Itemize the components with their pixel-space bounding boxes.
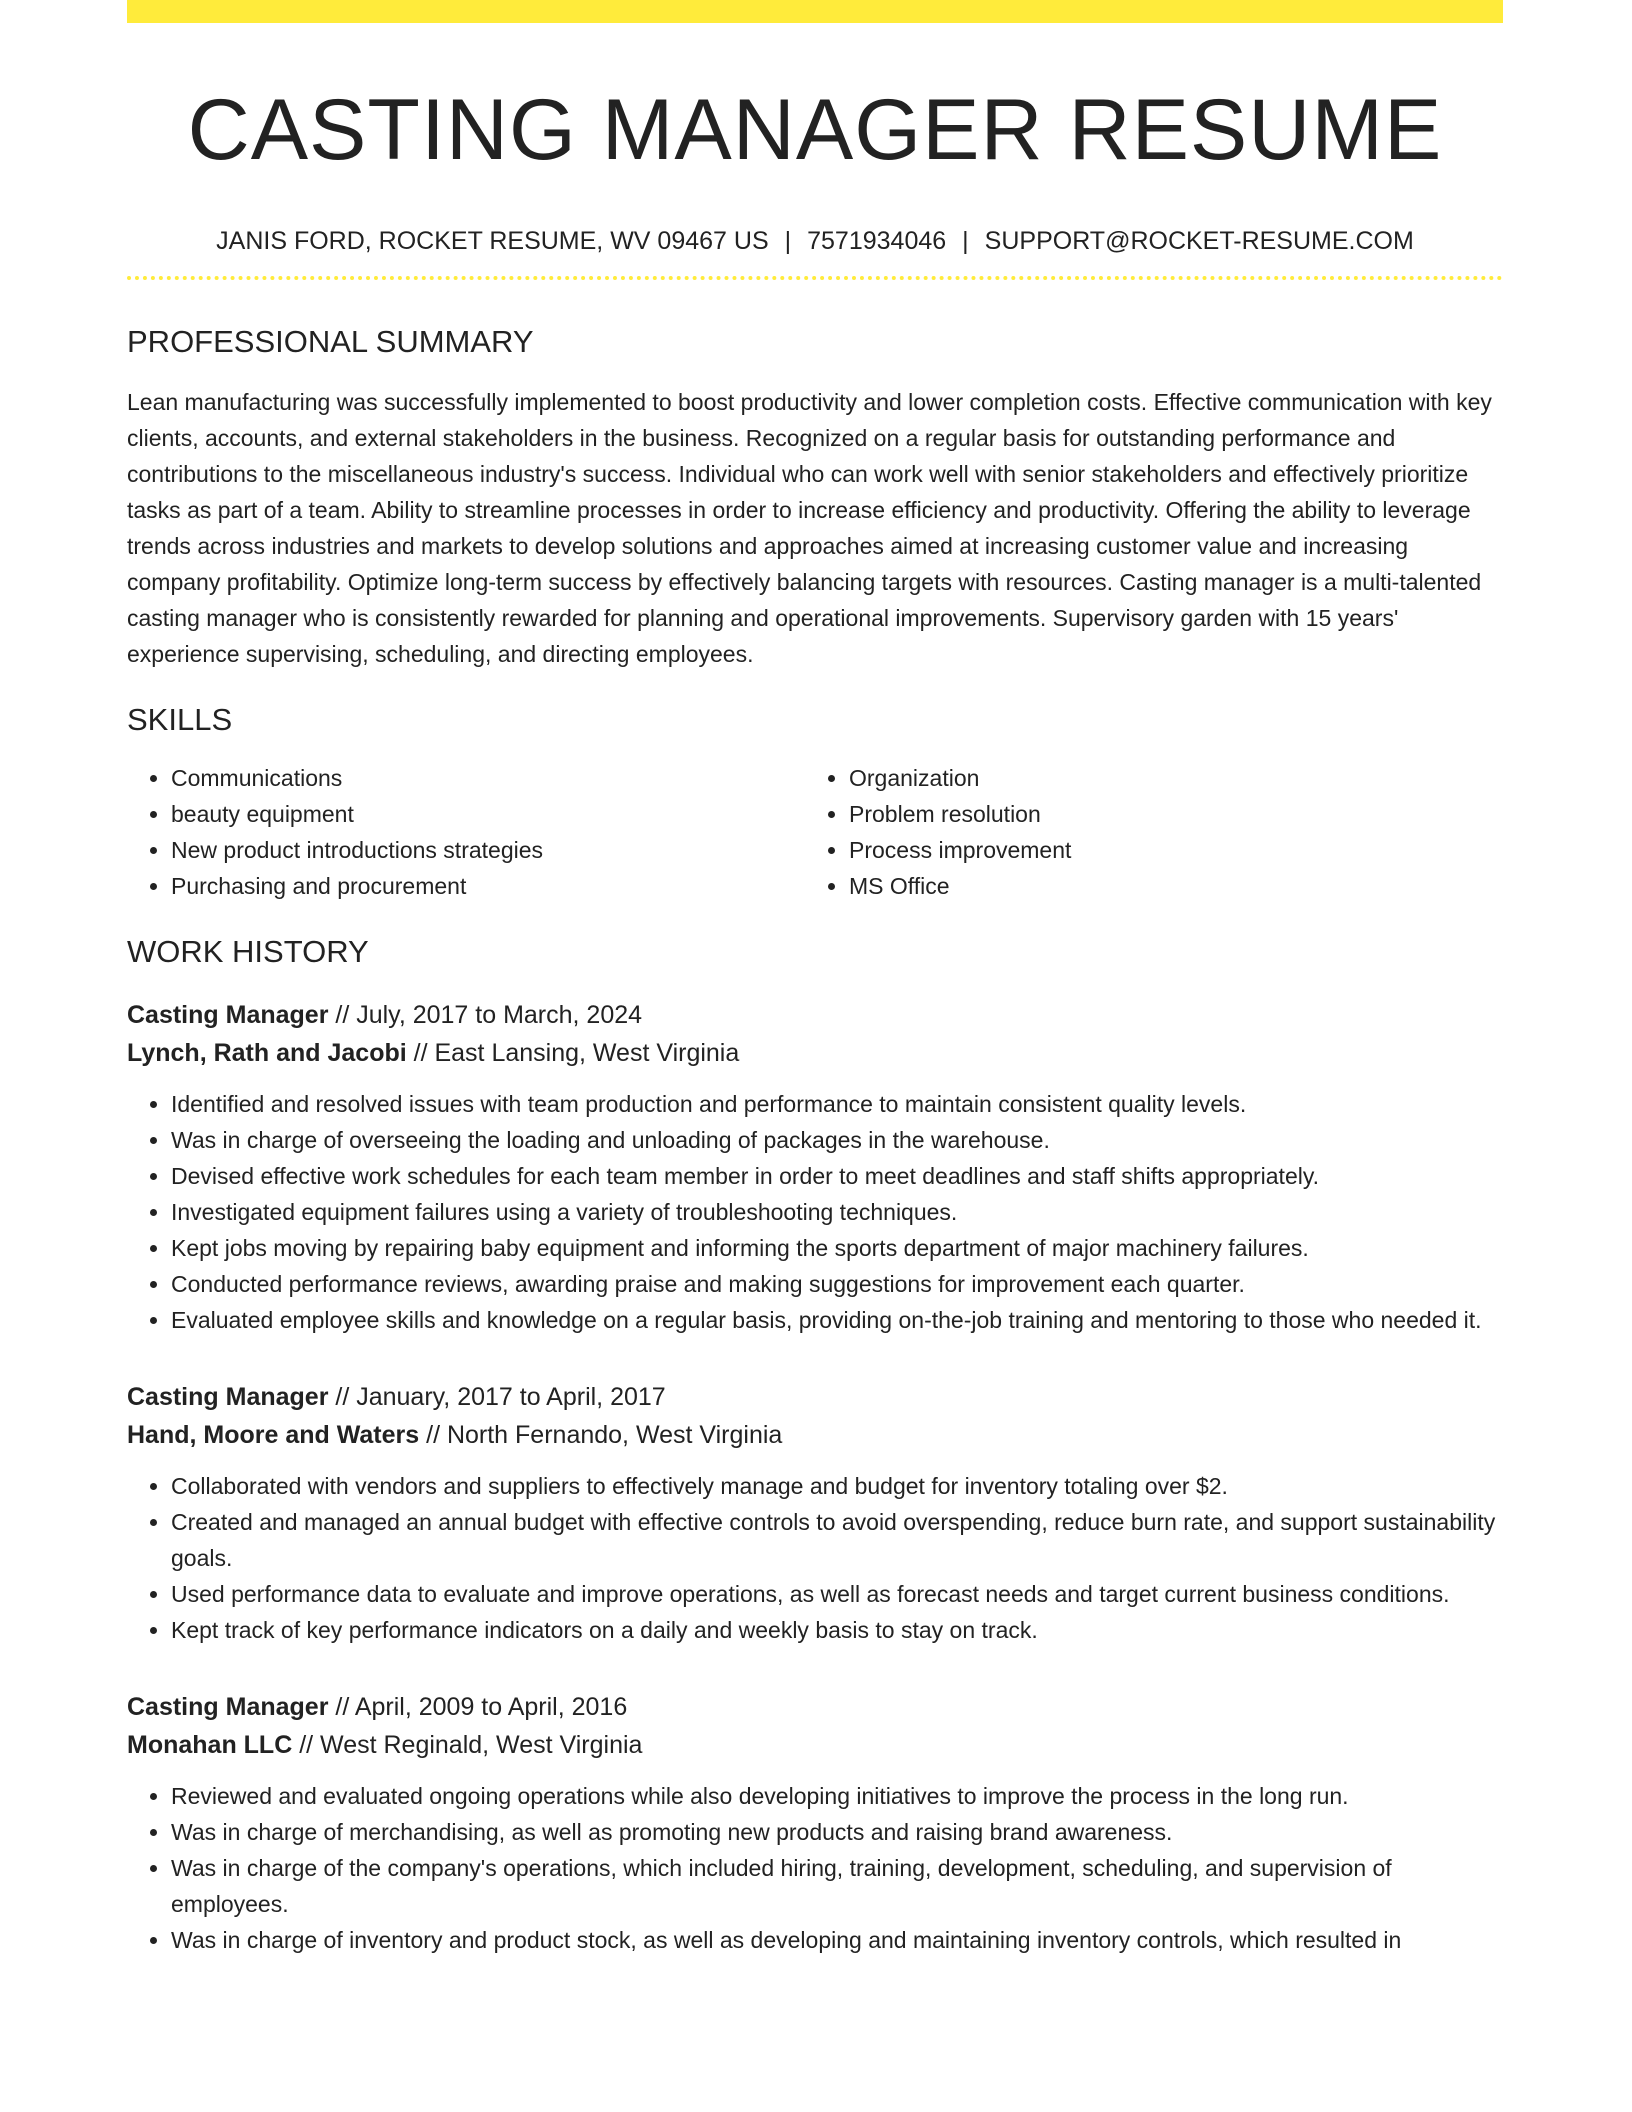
job-bullet: • Kept jobs moving by repairing baby equipment and informing the sports department of major machinery failures. [171, 1230, 1503, 1266]
job-bullet: • Devised effective work schedules for each team member in order to meet deadlines and staff shifts appropriately. [171, 1158, 1503, 1194]
skills-list-left [127, 760, 805, 904]
summary-heading: PROFESSIONAL SUMMARY [127, 324, 534, 359]
job-entry [127, 1378, 1503, 1648]
job-bullet: • Identified and resolved issues with team production and performance to maintain consistent quality levels. [171, 1086, 1503, 1122]
job-bullets [127, 1468, 1503, 1648]
job-location: // West Reginald, West Virginia [292, 1731, 643, 1759]
job-title-line [127, 1378, 1503, 1416]
job-company-line [127, 1726, 1503, 1764]
job-title-line [127, 1688, 1503, 1726]
job-location: // North Fernando, West Virginia [419, 1421, 783, 1449]
job-bullet: • Evaluated employee skills and knowledge on a regular basis, providing on-the-job training and mentoring to those who needed it. [171, 1302, 1503, 1338]
job-company-line [127, 1034, 1503, 1072]
job-bullet: • Conducted performance reviews, awarding praise and making suggestions for improvement each quarter. [171, 1266, 1503, 1302]
job-bullet: • Reviewed and evaluated ongoing operations while also developing initiatives to improve the process in the long run. [171, 1778, 1503, 1814]
job-title: Casting Manager [127, 1001, 329, 1029]
contact-separator: | [962, 227, 969, 255]
job-company: Monahan LLC [127, 1731, 293, 1759]
job-bullet: • Collaborated with vendors and suppliers to effectively manage and budget for inventory totaling over $2. [171, 1468, 1503, 1504]
resume-content [127, 0, 1503, 1958]
job-company-line [127, 1416, 1503, 1454]
job-bullet: • Investigated equipment failures using a variety of troubleshooting techniques. [171, 1194, 1503, 1230]
job-dates: // July, 2017 to March, 2024 [328, 1001, 643, 1029]
skills-heading: SKILLS [127, 702, 233, 737]
work-history-heading: WORK HISTORY [127, 934, 369, 969]
skill-item: • Communications [171, 760, 805, 796]
job-title: Casting Manager [127, 1383, 329, 1411]
skills-list-right [805, 760, 1483, 904]
job-bullet: • Kept track of key performance indicators on a daily and weekly basis to stay on track. [171, 1612, 1503, 1648]
skill-item: • MS Office [849, 868, 1483, 904]
skill-item: • Problem resolution [849, 796, 1483, 832]
job-entry [127, 996, 1503, 1338]
dotted-divider [127, 276, 1503, 280]
skill-item: • New product introductions strategies [171, 832, 805, 868]
contact-email: SUPPORT@ROCKET-RESUME.COM [984, 227, 1414, 255]
job-title-line [127, 996, 1503, 1034]
contact-line [127, 226, 1503, 256]
skills-columns [127, 760, 1503, 904]
contact-separator: | [784, 227, 792, 255]
skill-item: • Purchasing and procurement [171, 868, 805, 904]
skill-item: • Organization [849, 760, 1483, 796]
job-bullet: • Used performance data to evaluate and improve operations, as well as forecast needs and target current business conditions. [171, 1576, 1503, 1612]
job-dates: // January, 2017 to April, 2017 [328, 1383, 666, 1411]
contact-phone: 7571934046 [807, 227, 947, 255]
job-bullet: • Was in charge of overseeing the loading and unloading of packages in the warehouse. [171, 1122, 1503, 1158]
job-dates: // April, 2009 to April, 2016 [328, 1693, 628, 1721]
job-bullets [127, 1086, 1503, 1338]
job-bullet: • Was in charge of merchandising, as well as promoting new products and raising brand awareness. [171, 1814, 1503, 1850]
job-company: Lynch, Rath and Jacobi [127, 1039, 407, 1067]
summary-text: Lean manufacturing was successfully implemented to boost productivity and lower completion costs. Effective communication with key clients, accounts, and external stakeholders in the business. Recognized on a regular basis for outstanding performance and contributions to the miscellaneous industry's success. Individual who can work well with senior stakeholders and effectively prioritize tasks as part of a team. Ability to streamline processes in order to increase efficiency and productivity. Offering the ability to leverage trends across industries and markets to develop solutions and approaches aimed at increasing customer value and increasing company profitability. Optimize long-term success by effectively balancing targets with resources. Casting manager is a multi-talented casting manager who is consistently rewarded for planning and operational improvements. Supervisory garden with 15 years' experience supervising, scheduling, and directing employees. [127, 389, 1492, 667]
contact-address: JANIS FORD, ROCKET RESUME, WV 09467 US [216, 227, 769, 255]
job-company: Hand, Moore and Waters [127, 1421, 420, 1449]
skill-item: • Process improvement [849, 832, 1483, 868]
skill-item: • beauty equipment [171, 796, 805, 832]
job-bullet: • Was in charge of the company's operations, which included hiring, training, development, scheduling, and supervision of employees. [171, 1850, 1503, 1922]
job-location: // East Lansing, West Virginia [406, 1039, 740, 1067]
resume-title: CASTING MANAGER RESUME [187, 82, 1443, 178]
job-bullet: • Created and managed an annual budget with effective controls to avoid overspending, reduce burn rate, and support sustainability goals. [171, 1504, 1503, 1576]
job-title: Casting Manager [127, 1693, 329, 1721]
job-entry [127, 1688, 1503, 1958]
job-bullet: • Was in charge of inventory and product stock, as well as developing and maintaining inventory controls, which resulted in [171, 1922, 1503, 1958]
job-bullets [127, 1778, 1503, 1958]
